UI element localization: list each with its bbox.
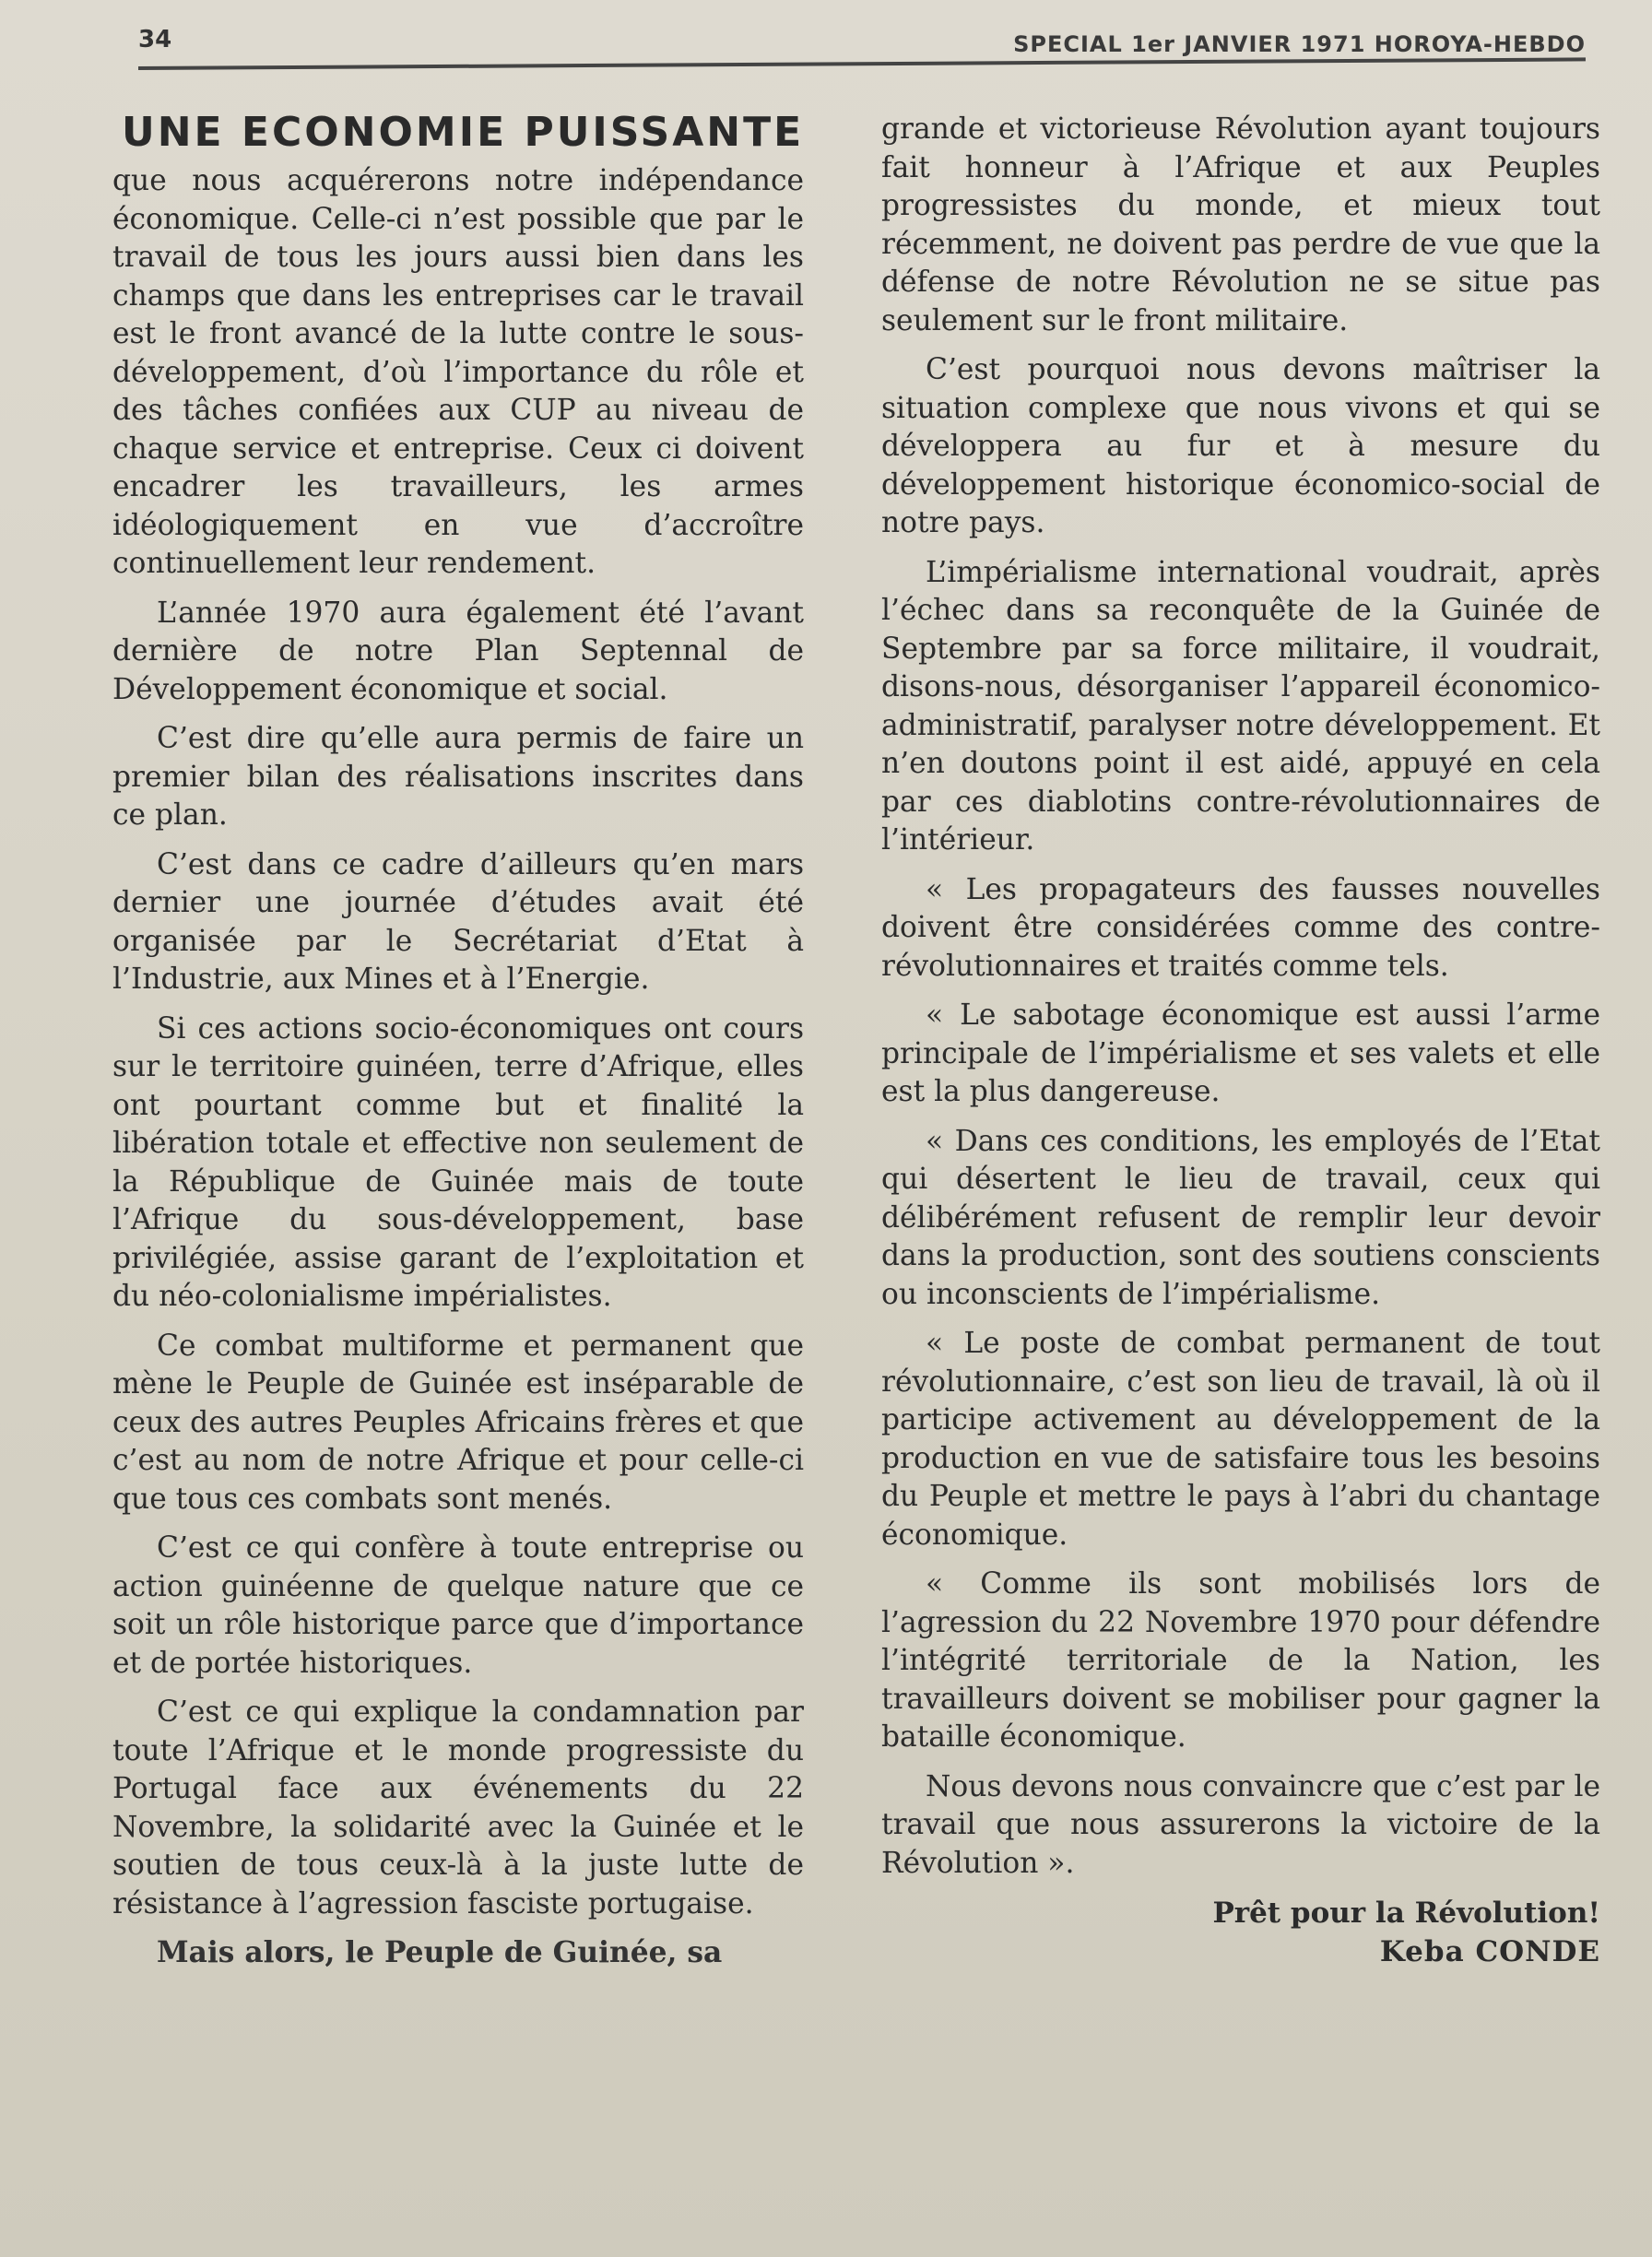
paragraph: « Dans ces conditions, les employés de l’Etat qui désertent le lieu de travail, ceux qui délibérément refusent de remplir leur devoir dans la production, sont des soutiens conscients ou inconscients de l’impérialisme. [881, 1124, 1600, 1311]
paragraph: grande et victorieuse Révolution ayant toujours fait honneur à l’Afrique et aux Peuples progressistes du monde, et mieux tout récemment, ne doivent pas perdre de vue que la défense de notre Révolution ne se situe pas seulement sur le front militaire. [881, 112, 1600, 337]
signoff-motto: Prêt pour la Révolution! [1212, 1897, 1600, 1930]
author-name: Keba CONDE [1379, 1935, 1600, 1968]
left-column [112, 109, 804, 1984]
running-head [138, 26, 1586, 63]
paragraph: C’est ce qui explique la condamnation par toute l’Afrique et le monde progressiste du Portugal face aux événements du 22 Novembre, la solidarité avec la Guinée et le soutien de tous ceux-là à la juste lutte de résistance à l’agression fasciste portugaise. [112, 1696, 804, 1920]
paragraph: C’est ce qui confère à toute entreprise ou action guinéenne de quelque nature que ce soit un rôle historique parce que d’importance et de portée historiques. [112, 1531, 804, 1680]
paragraph: Si ces actions socio-économiques ont cours sur le territoire guinéen, terre d’Afrique, elles ont pourtant comme but et finalité la libération totale et effective non seulement de la République de Guinée mais de toute l’Afrique du sous-développement, base privilégiée, assise garant de l’exploitation et du néo-colonialisme impérialistes. [112, 1011, 804, 1313]
paragraph: « Le poste de combat permanent de tout révolutionnaire, c’est son lieu de travail, là où il participe activement au développement de la production en vue de satisfaire tous les besoins du Peuple et mettre le pays à l’abri du chantage économique. [881, 1327, 1600, 1552]
paragraph: C’est dans ce cadre d’ailleurs qu’en mars dernier une journée d’études avait été organisée par le Secrétariat d’Etat à l’Industrie, aux Mines et à l’Energie. [112, 847, 804, 996]
paragraph: C’est dire qu’elle aura permis de faire un premier bilan des réalisations inscrites dans ce plan. [112, 722, 804, 832]
paragraph: « Le sabotage économique est aussi l’arme principale de l’impérialisme et ses valets et elle est la plus dangereuse. [881, 999, 1600, 1108]
article-title: UNE ECONOMIE PUISSANTE [122, 109, 805, 156]
paragraph: Mais alors, le Peuple de Guinée, sa [157, 1936, 723, 1969]
issue-header: SPECIAL 1er JANVIER 1971 HOROYA-HEBDO [1013, 31, 1586, 57]
signoff [881, 1894, 1600, 1971]
right-column [881, 111, 1600, 1971]
page-number: 34 [138, 26, 172, 53]
paragraph: que nous acquérerons notre indépendance économique. Celle-ci n’est possible que par le travail de tous les jours aussi bien dans les champs que dans les entreprises car le travail est le front avancé de la lutte contre le sous-développement, d’où l’importance du rôle et des tâches confiées aux CUP au niveau de chaque service et entreprise. Ceux ci doivent encadrer les travailleurs, les armes idéologiquement en vue d’accroître continuellement leur rendement. [112, 164, 804, 580]
paragraph: L’impérialisme international voudrait, après l’échec dans sa reconquête de la Guinée de Septembre par sa force militaire, il voudrait, disons-nous, désorganiser l’appareil économico-administratif, paralyser notre développement. Et n’en doutons point il est aidé, appuyé en cela par ces diablotins contre-révolutionnaires de l’intérieur. [881, 555, 1600, 857]
paragraph: C’est pourquoi nous devons maîtriser la situation complexe que nous vivons et qui se développera au fur et à mesure du développement historique économico-social de notre pays. [881, 353, 1600, 539]
paragraph: Nous devons nous convaincre que c’est par le travail que nous assurerons la victoire de la Révolution ». [881, 1769, 1600, 1880]
paragraph: Ce combat multiforme et permanent que mène le Peuple de Guinée est inséparable de ceux des autres Peuples Africains frères et que c’est au nom de notre Afrique et pour celle-ci que tous ces combats sont menés. [112, 1329, 804, 1516]
paragraph: L’année 1970 aura également été l’avant dernière de notre Plan Septennal de Développement économique et social. [112, 596, 804, 706]
paragraph: « Comme ils sont mobilisés lors de l’agression du 22 Novembre 1970 pour défendre l’intégrité territoriale de la Nation, les travailleurs doivent se mobiliser pour gagner la bataille économique. [881, 1567, 1600, 1754]
paragraph: « Les propagateurs des fausses nouvelles doivent être considérées comme des contre-révolutionnaires et traités comme tels. [881, 872, 1600, 983]
